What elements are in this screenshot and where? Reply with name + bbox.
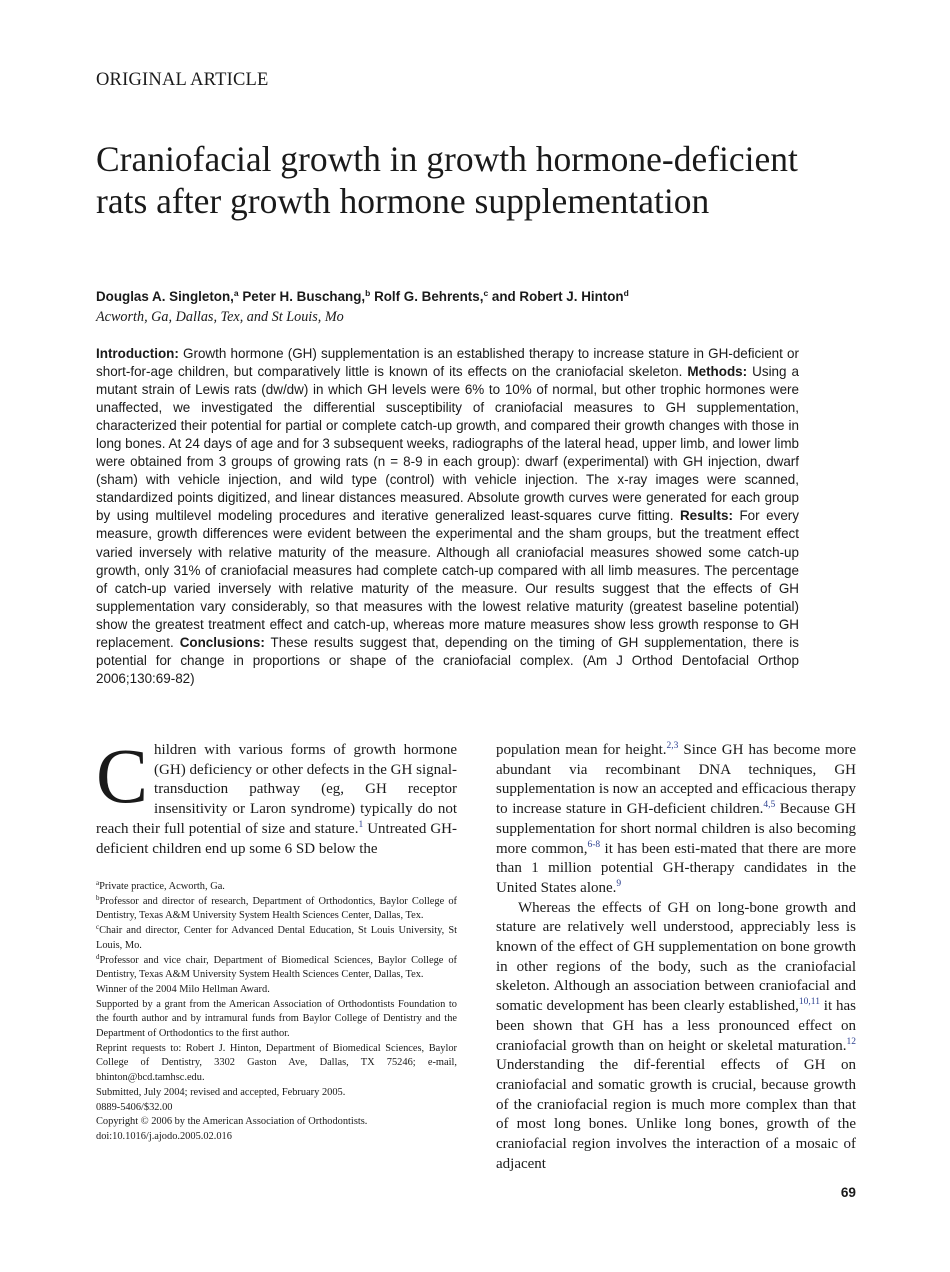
footnote-submitted: Submitted, July 2004; revised and accepted, February 2005. bbox=[96, 1086, 346, 1098]
affiliation-mark: d bbox=[623, 288, 629, 298]
paragraph-text: population mean for height. bbox=[496, 742, 667, 758]
section-label: ORIGINAL ARTICLE bbox=[96, 70, 269, 90]
abstract-intro-text: Growth hormone (GH) supplementation is an established therapy to increase stature in GH-deficient or short-for-age children, but comparatively little is known of its effects on the craniofacial skeleton. bbox=[96, 346, 799, 380]
abstract-results-text: For every measure, growth differences were evident between the experimental and the sham groups, but the treatment effect varied inversely with relative maturity of the measure. Although all craniofacial measures showed some catch-up growth, only 31% of craniofacial measures had complete catch-up compared with all limb measures. The percentage of catch-up varied inversely with relative maturity of the measure. Our results suggest that the effects of GH supplementation vary considerably, so that measures with the lowest relative maturity (greatest baseline potential) show the greatest treatment effect and catch-up, whereas more mature measures show less growth response to GH replacement. bbox=[96, 508, 799, 650]
footnotes bbox=[96, 880, 457, 1145]
affiliation-mark: a bbox=[233, 288, 239, 298]
footnote-award: Winner of the 2004 Milo Hellman Award. bbox=[96, 983, 270, 995]
affiliation-mark: b bbox=[365, 288, 371, 298]
footnote-copyright: Copyright © 2006 by the American Association of Orthodontists. bbox=[96, 1116, 368, 1128]
abstract-methods-text: Using a mutant strain of Lewis rats (dw/dw) in which GH levels were 6% to 10% of normal, but other trophic hormones were unaffected, we investigated the differential susceptibility of craniofacial measures to GH supplementation, characterized their potential for partial or complete catch-up growth, and compared their growth changes with those in long bones. At 24 days of age and for 3 subsequent weeks, radiographs of the lateral head, upper limb, and lower limb were obtained from 3 groups of growing rats (n = 8-9 in each group): dwarf (experimental) with GH injection, dwarf (sham) with vehicle injection, and wild type (control) with vehicle injection. The x-ray images were scanned, standardized points digitized, and linear distances measured. Absolute growth curves were generated for each group by using multilevel modeling procedures and iterative generalized least-squares curve fitting. bbox=[96, 364, 799, 524]
footnote bbox=[96, 924, 457, 953]
abstract-conclusions-label: Conclusions: bbox=[179, 634, 265, 650]
footnote-mark: a bbox=[96, 879, 100, 887]
footnote-text: Professor and director of research, Department of Orthodontics, Baylor College of Dentistry, Texas A&M University System Health Sciences Center, Dallas, Tex. bbox=[96, 895, 457, 922]
abstract-methods-label: Methods: bbox=[687, 364, 748, 380]
footnote-mark: b bbox=[96, 893, 100, 902]
article-title: Craniofacial growth in growth hormone-deficient rats after growth hormone supplementation bbox=[96, 139, 798, 221]
reference-link[interactable]: 9 bbox=[616, 878, 622, 889]
paragraph-text: Understanding the dif-ferential effects of GH on craniofacial and somatic growth is crucial, because growth of the craniofacial region is much more complex than that of most long bones. Unlike long bones, growth of the craniofacial region involves the interaction of a mosaic of adjacent bbox=[496, 1057, 856, 1172]
footnote bbox=[96, 880, 457, 895]
reference-link[interactable]: 1 bbox=[358, 819, 364, 830]
paragraph-text: Because GH supplementation for short normal children is also becoming more common, bbox=[496, 801, 856, 857]
affiliation-mark: c bbox=[483, 288, 489, 298]
body-column-left bbox=[96, 732, 458, 859]
paragraph-text: it has been shown that GH has a less pronounced effect on craniofacial growth than on height or skeletal maturation. bbox=[496, 998, 856, 1054]
paragraph-text: Since GH has become more abundant via recombinant DNA techniques, GH supplementation is now an accepted and efficacious therapy to increase stature in GH-deficient children. bbox=[496, 742, 857, 818]
reference-link[interactable]: 4,5 bbox=[763, 800, 776, 811]
body-paragraph bbox=[496, 899, 856, 1175]
footnote bbox=[96, 954, 457, 983]
reference-link[interactable]: 6-8 bbox=[587, 839, 601, 850]
body-paragraph bbox=[496, 741, 856, 899]
author-name: Douglas A. Singleton, bbox=[96, 289, 234, 304]
paragraph-text: Untreated GH-deficient children end up some 6 SD below the bbox=[96, 820, 458, 857]
author-name: Rolf G. Behrents, bbox=[374, 289, 484, 304]
reference-link[interactable]: 10,11 bbox=[798, 997, 820, 1008]
author-locations: Acworth, Ga, Dallas, Tex, and St Louis, Mo bbox=[96, 309, 344, 325]
reference-link[interactable]: 2,3 bbox=[666, 741, 679, 751]
drop-cap: C bbox=[96, 732, 149, 819]
footnote-issn: 0889-5406/$32.00 bbox=[96, 1101, 173, 1113]
footnote-text: Professor and vice chair, Department of Biomedical Sciences, Baylor College of Dentistry, Texas A&M University System Health Sciences Center, Dallas, Tex. bbox=[96, 954, 457, 981]
abstract-conclusions-text: These results suggest that, depending on the timing of GH supplementation, there is potential for change in proportions or shape of the craniofacial complex. (Am J Orthod Dentofacial Orthop 2006;130:69-82) bbox=[96, 634, 799, 686]
footnote-text: Chair and director, Center for Advanced Dental Education, St Louis University, St Louis, Mo. bbox=[96, 925, 457, 951]
intro-paragraph bbox=[96, 732, 458, 859]
reference-link[interactable]: 12 bbox=[846, 1036, 856, 1047]
body-column-right bbox=[496, 741, 856, 1174]
footnote-mark: d bbox=[96, 952, 100, 961]
abstract-results-label: Results: bbox=[679, 508, 733, 524]
footnote-doi[interactable]: doi:10.1016/j.ajodo.2005.02.016 bbox=[96, 1130, 232, 1142]
paragraph-text: it has been esti-mated that there are more than 1 million potential GH-therapy candidates in the United States alone. bbox=[496, 840, 856, 896]
abstract bbox=[96, 345, 799, 688]
footnote-text: Private practice, Acworth, Ga. bbox=[99, 881, 225, 892]
footnote bbox=[96, 895, 457, 924]
footnote-support: Supported by a grant from the American Association of Orthodontists Foundation to the fourth author and by intramural funds from Baylor College of Dentistry and the Department of Orthodontics to the first author. bbox=[96, 998, 457, 1040]
author-list bbox=[96, 289, 629, 304]
abstract-intro-label: Introduction: bbox=[96, 346, 179, 361]
paragraph-text: hildren with various forms of growth hormone (GH) deficiency or other defects in the GH signal-transduction pathway (eg, GH receptor insensitivity or Laron syndrome) typically do not reach their full potential of size and stature. bbox=[96, 742, 457, 837]
author-name: Peter H. Buschang, bbox=[242, 289, 366, 304]
paragraph-text: Whereas the effects of GH on long-bone growth and stature are relatively well understood, appreciably less is known of the effect of GH supplementation on bone growth in other regions of the body, such as the craniofacial skeleton. Although an association between craniofacial and somatic development has been clearly established, bbox=[496, 899, 856, 1015]
page-number: 69 bbox=[840, 1185, 856, 1200]
author-name: and Robert J. Hinton bbox=[491, 289, 624, 304]
footnote-mark: c bbox=[96, 923, 100, 932]
footnote-reprint: Reprint requests to: Robert J. Hinton, Department of Biomedical Sciences, Baylor College of Dentistry, 3302 Gaston Ave, Dallas, TX 75246; e-mail, bhinton@bcd.tamhsc.edu. bbox=[96, 1042, 457, 1084]
